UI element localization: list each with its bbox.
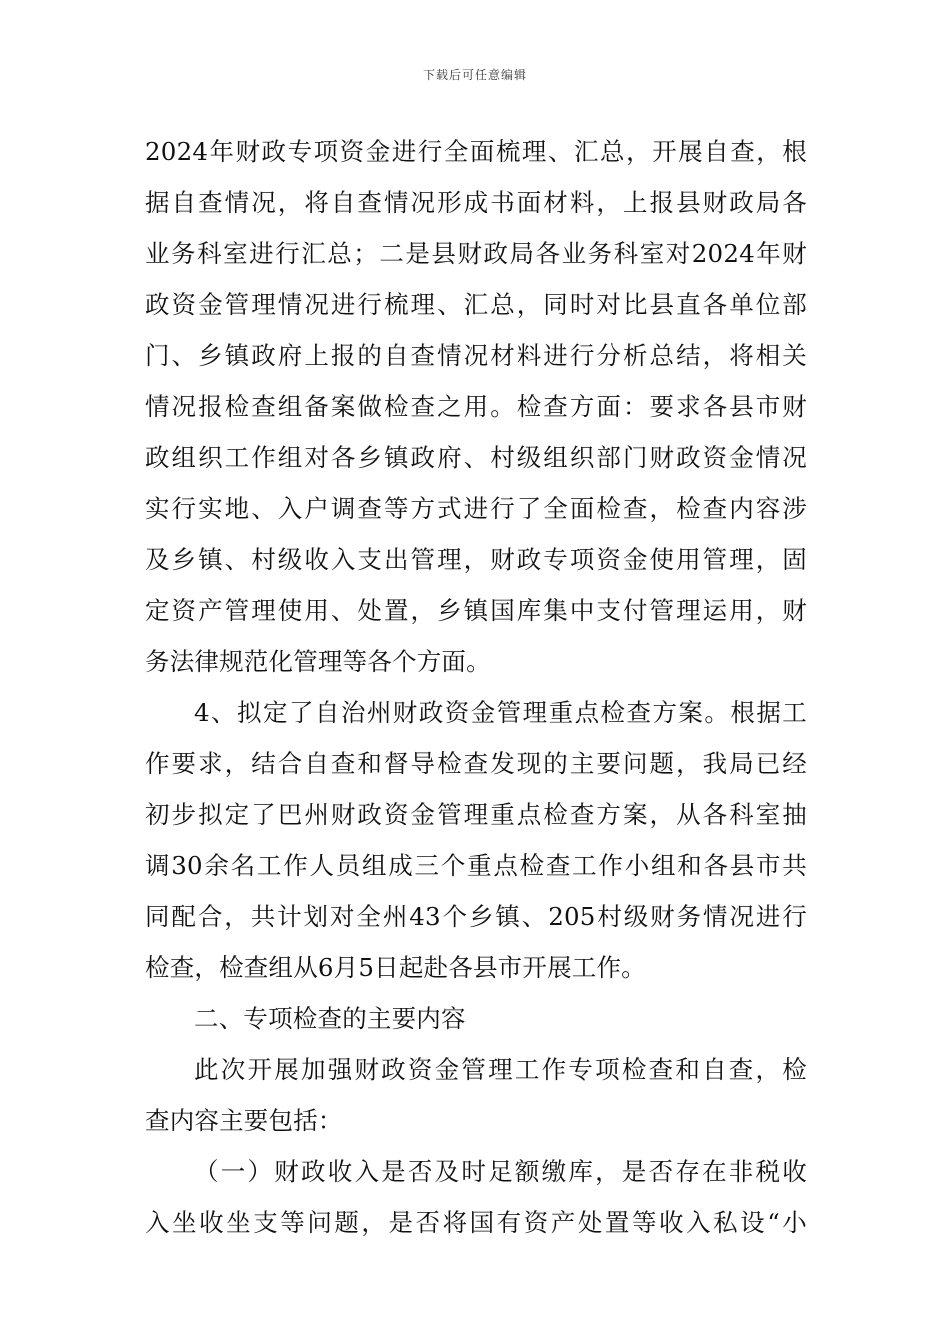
text-line: 调30余名工作人员组成三个重点检查工作小组和各县市共 — [145, 851, 807, 880]
text-line: 2024年财政专项资金进行全面梳理、汇总，开展自查，根 — [145, 137, 807, 166]
text-line: 同配合，共计划对全州43个乡镇、205村级财务情况进行 — [145, 902, 807, 931]
text-line: 及乡镇、村级收入支出管理，财政专项资金使用管理，固 — [145, 545, 807, 574]
text-line: 检查，检查组从6月5日起赴各县市开展工作。 — [145, 953, 646, 982]
text-line: 门、乡镇政府上报的自查情况材料进行分析总结，将相关 — [145, 341, 807, 370]
text-line: 此次开展加强财政资金管理工作专项检查和自查，检 — [194, 1055, 807, 1084]
text-line: 4、拟定了自治州财政资金管理重点检查方案。根据工 — [194, 698, 807, 727]
document-body — [145, 126, 807, 1248]
text-line: 政资金管理情况进行梳理、汇总，同时对比县直各单位部 — [145, 290, 807, 319]
text-line: 据自查情况，将自查情况形成书面材料，上报县财政局各 — [145, 188, 807, 217]
text-line: 作要求，结合自查和督导检查发现的主要问题，我局已经 — [145, 749, 807, 778]
text-line: 实行实地、入户调查等方式进行了全面检查，检查内容涉 — [145, 494, 807, 523]
text-line: 务法律规范化管理等各个方面。 — [145, 647, 491, 676]
text-line: 初步拟定了巴州财政资金管理重点检查方案，从各科室抽 — [145, 800, 807, 829]
page-header-note: 下载后可任意编辑 — [422, 68, 527, 82]
section-heading: 二、专项检查的主要内容 — [194, 1004, 466, 1033]
text-line: 入坐收坐支等问题，是否将国有资产处置等收入私设“小 — [145, 1208, 807, 1237]
text-line: （一）财政收入是否及时足额缴库，是否存在非税收 — [194, 1157, 807, 1186]
text-line: 业务科室进行汇总；二是县财政局各业务科室对2024年财 — [145, 239, 807, 268]
text-line: 情况报检查组备案做检查之用。检查方面：要求各县市财 — [145, 392, 807, 421]
text-line: 定资产管理使用、处置，乡镇国库集中支付管理运用，财 — [145, 596, 807, 625]
text-line: 查内容主要包括： — [145, 1106, 343, 1135]
text-line: 政组织工作组对各乡镇政府、村级组织部门财政资金情况 — [145, 443, 807, 472]
